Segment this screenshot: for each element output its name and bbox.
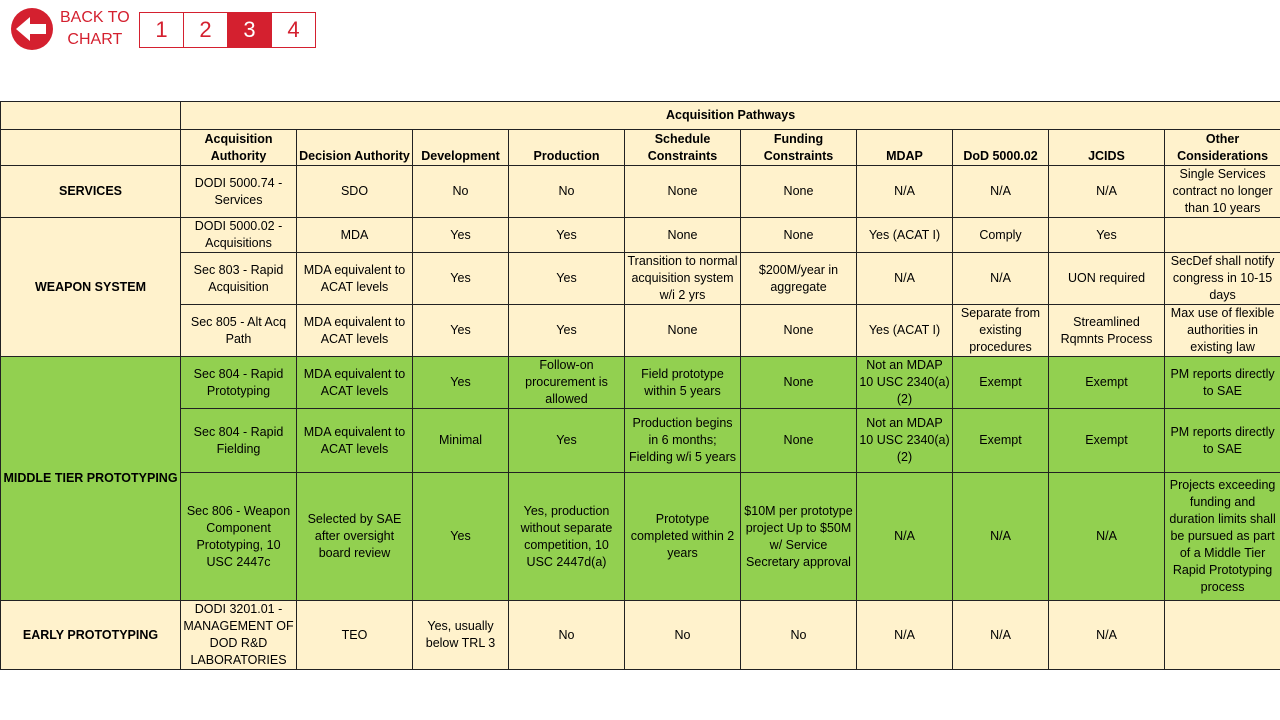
table-cell: Not an MDAP 10 USC 2340(a)(2) [857,357,953,409]
table-cell: None [625,305,741,357]
table-cell: SecDef shall notify congress in 10-15 days [1165,253,1280,305]
table-cell: Production begins in 6 months; Fielding w/i 5 years [625,409,741,473]
table-row [1,357,1280,409]
category-early-prototyping: EARLY PROTOTYPING [1,601,181,670]
acquisition-pathways-table [0,101,1280,670]
table-row [1,409,1280,473]
col-header-acquisition-authority: Acquisition Authority [181,130,297,166]
table-cell: Yes [509,409,625,473]
table-cell [1165,218,1280,253]
table-cell: Yes [413,305,509,357]
back-to-chart-label [60,7,130,51]
col-header-schedule-constraints: Schedule Constraints [625,130,741,166]
corner-cell [1,102,181,130]
table-cell: None [741,166,857,218]
table-cell: Sec 804 - Rapid Fielding [181,409,297,473]
table-cell: Yes [1049,218,1165,253]
col-header-mdap: MDAP [857,130,953,166]
table-cell: N/A [953,253,1049,305]
table-cell: N/A [1049,166,1165,218]
table-cell: Exempt [1049,357,1165,409]
table-cell: Projects exceeding funding and duration limits shall be pursued as part of a Middle Tier Rapid Prototyping process [1165,473,1280,601]
table-cell: Yes (ACAT I) [857,305,953,357]
table-cell: Streamlined Rqmnts Process [1049,305,1165,357]
page-3-button[interactable]: 3 [227,13,271,47]
table-row [1,305,1280,357]
table-cell: No [741,601,857,670]
table-cell: N/A [857,253,953,305]
table-cell: DODI 3201.01 - MANAGEMENT OF DOD R&D LABORATORIES [181,601,297,670]
table-cell: No [509,166,625,218]
back-label-line1: BACK TO [60,9,130,26]
table-cell: Yes [413,253,509,305]
table-cell: N/A [953,473,1049,601]
table-cell: Yes (ACAT I) [857,218,953,253]
page-2-button[interactable]: 2 [183,13,227,47]
col-header-decision-authority: Decision Authority [297,130,413,166]
table-cell: Yes, usually below TRL 3 [413,601,509,670]
table-cell: None [625,166,741,218]
page-4-button[interactable]: 4 [271,13,315,47]
table-cell: DODI 5000.74 - Services [181,166,297,218]
category-services: SERVICES [1,166,181,218]
table-cell: Exempt [953,357,1049,409]
table-cell: Follow-on procurement is allowed [509,357,625,409]
table-cell: MDA equivalent to ACAT levels [297,409,413,473]
col-header-dod-5000-02: DoD 5000.02 [953,130,1049,166]
table-cell: Exempt [953,409,1049,473]
table-cell: Max use of flexible authorities in existing law [1165,305,1280,357]
corner-cell-2 [1,130,181,166]
table-cell: No [509,601,625,670]
table-cell: $200M/year in aggregate [741,253,857,305]
table-row [1,253,1280,305]
table-cell: MDA [297,218,413,253]
col-header-funding-constraints: Funding Constraints [741,130,857,166]
table-cell: N/A [857,166,953,218]
table-cell: Transition to normal acquisition system w/i 2 yrs [625,253,741,305]
table-cell: Exempt [1049,409,1165,473]
table-cell: Yes [413,218,509,253]
col-header-jcids: JCIDS [1049,130,1165,166]
table-cell: Selected by SAE after oversight board review [297,473,413,601]
table-cell: None [741,218,857,253]
table-cell: Comply [953,218,1049,253]
table-cell: Yes [413,473,509,601]
table-cell: Yes [509,305,625,357]
table-cell: SDO [297,166,413,218]
table-cell: Not an MDAP 10 USC 2340(a)(2) [857,409,953,473]
table-cell: N/A [953,166,1049,218]
table-cell: No [413,166,509,218]
table-cell: Field prototype within 5 years [625,357,741,409]
table-cell: No [625,601,741,670]
table-cell: N/A [1049,601,1165,670]
table-cell: N/A [1049,473,1165,601]
table-cell: None [741,305,857,357]
table-cell: Yes [509,253,625,305]
col-header-development: Development [413,130,509,166]
table-row [1,218,1280,253]
table-cell: UON required [1049,253,1165,305]
table-cell: MDA equivalent to ACAT levels [297,305,413,357]
table-cell: MDA equivalent to ACAT levels [297,253,413,305]
table-cell: Sec 806 - Weapon Component Prototyping, 10 USC 2447c [181,473,297,601]
table-row [1,601,1280,670]
table-cell: Yes [509,218,625,253]
back-to-chart-button[interactable] [10,7,130,51]
table-cell: N/A [953,601,1049,670]
table-cell: None [741,409,857,473]
table-cell [1165,601,1280,670]
category-middle-tier: MIDDLE TIER PROTOTYPING [1,357,181,601]
table-cell: Sec 804 - Rapid Prototyping [181,357,297,409]
table-cell: TEO [297,601,413,670]
table-cell: None [741,357,857,409]
table-cell: Yes [413,357,509,409]
category-weapon-system: WEAPON SYSTEM [1,218,181,357]
table-cell: None [625,218,741,253]
table-cell: N/A [857,473,953,601]
table-cell: Yes, production without separate competition, 10 USC 2447d(a) [509,473,625,601]
table-cell: PM reports directly to SAE [1165,409,1280,473]
col-header-other-considerations: Other Considerations [1165,130,1280,166]
back-arrow-icon [10,7,54,51]
page-1-button[interactable]: 1 [155,17,168,42]
table-cell: Single Services contract no longer than 10 years [1165,166,1280,218]
table-cell: Prototype completed within 2 years [625,473,741,601]
table-cell: $10M per prototype project Up to $50M w/ Service Secretary approval [741,473,857,601]
page-selector [139,12,316,48]
table-cell: DODI 5000.02 - Acquisitions [181,218,297,253]
table-cell: Sec 803 - Rapid Acquisition [181,253,297,305]
group-header: Acquisition Pathways [181,102,1280,130]
col-header-production: Production [509,130,625,166]
table-cell: Separate from existing procedures [953,305,1049,357]
table-cell: MDA equivalent to ACAT levels [297,357,413,409]
table-cell: Minimal [413,409,509,473]
table-cell: PM reports directly to SAE [1165,357,1280,409]
back-label-line2: CHART [67,31,123,48]
table-row [1,166,1280,218]
table-row [1,473,1280,601]
table-cell: N/A [857,601,953,670]
table-cell: Sec 805 - Alt Acq Path [181,305,297,357]
